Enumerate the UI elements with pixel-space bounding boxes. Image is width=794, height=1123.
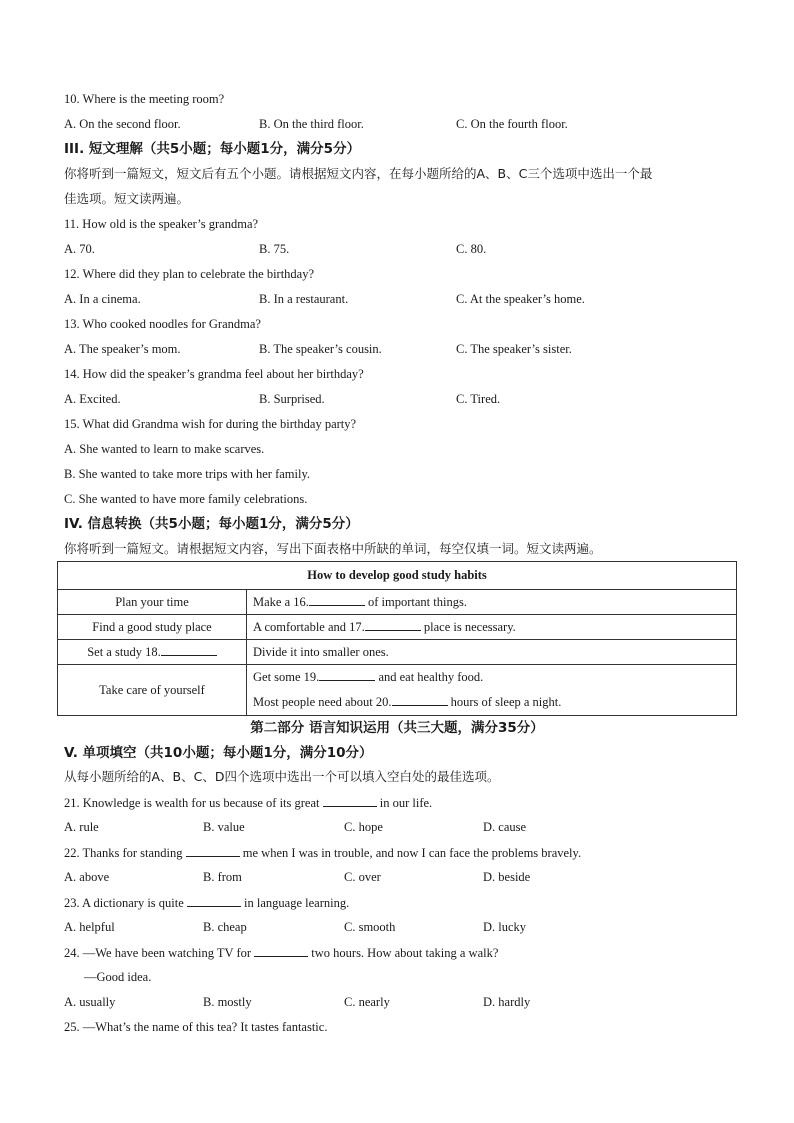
option-a: A. The speaker’s mom. [64, 342, 181, 356]
section-5-heading: V. 单项填空（共10小题；每小题1分，满分10分） [64, 745, 373, 761]
option-c: C. smooth [344, 920, 396, 934]
option-b: B. The speaker’s cousin. [259, 342, 382, 356]
question-12: 12. Where did they plan to celebrate the birthday? [64, 267, 315, 281]
blank-18[interactable] [161, 643, 217, 656]
question-text: 21. Knowledge is wealth for us because of its great [64, 796, 323, 810]
question-13-options [64, 341, 744, 357]
section-3-heading: III. 短文理解（共5小题；每小题1分，满分5分） [64, 141, 361, 157]
cell-text: Get some 19. [253, 670, 320, 684]
option-b: B. 75. [259, 242, 290, 256]
table-cell-right [247, 590, 737, 615]
question-22-options [64, 869, 744, 885]
table-title-row [58, 562, 737, 590]
question-22 [64, 844, 581, 861]
table-cell-left: Find a good study place [58, 615, 247, 640]
question-12-options [64, 291, 744, 307]
table-row [58, 640, 737, 665]
option-a: A. On the second floor. [64, 117, 181, 131]
option-b: B. She wanted to take more trips with her family. [64, 467, 311, 481]
question-text: in language learning. [240, 896, 350, 910]
blank-21[interactable] [323, 794, 377, 807]
option-c: C. hope [344, 820, 383, 834]
question-24-reply: —Good idea. [84, 970, 152, 984]
option-d: D. beside [483, 870, 531, 884]
option-a: A. usually [64, 995, 116, 1009]
cell-text: Set a study 18. [87, 645, 161, 659]
table-cell-right [247, 615, 737, 640]
table-cell-left: Take care of yourself [58, 665, 247, 716]
cell-text: place is necessary. [420, 620, 516, 634]
blank-17[interactable] [365, 618, 421, 631]
option-a: A. above [64, 870, 110, 884]
blank-22[interactable] [186, 844, 240, 857]
option-b: B. In a restaurant. [259, 292, 349, 306]
option-c: C. On the fourth floor. [456, 117, 568, 131]
option-a: A. Excited. [64, 392, 121, 406]
option-c: C. She wanted to have more family celebrations. [64, 492, 308, 506]
cell-text: hours of sleep a night. [447, 695, 562, 709]
option-b: B. value [203, 820, 245, 834]
cell-text: Make a 16. [253, 595, 309, 609]
question-14-options [64, 391, 744, 407]
study-habits-table [57, 561, 737, 716]
option-d: D. hardly [483, 995, 531, 1009]
option-c: C. The speaker’s sister. [456, 342, 572, 356]
question-text: two hours. How about taking a walk? [308, 946, 499, 960]
blank-16[interactable] [309, 593, 365, 606]
question-24 [64, 944, 498, 961]
question-21-options [64, 819, 744, 835]
cell-text: and eat healthy food. [375, 670, 484, 684]
question-text: in our life. [376, 796, 433, 810]
option-b: B. Surprised. [259, 392, 325, 406]
question-11: 11. How old is the speaker’s grandma? [64, 217, 259, 231]
blank-19[interactable] [319, 668, 375, 681]
table-cell-left [58, 640, 247, 665]
question-23-options [64, 919, 744, 935]
section-4-instruction: 你将听到一篇短文。请根据短文内容，写出下面表格中所缺的单词，每空仅填一词。短文读两遍。 [64, 541, 602, 556]
question-24-options [64, 994, 744, 1010]
question-15: 15. What did Grandma wish for during the birthday party? [64, 417, 357, 431]
option-d: D. cause [483, 820, 527, 834]
option-c: C. Tired. [456, 392, 501, 406]
option-c: C. 80. [456, 242, 487, 256]
section-4-heading: IV. 信息转换（共5小题；每小题1分，满分5分） [64, 516, 359, 532]
option-c: C. over [344, 870, 381, 884]
cell-line [253, 690, 730, 715]
cell-line [253, 665, 730, 690]
part-2-heading: 第二部分 语言知识运用（共三大题，满分35分） [250, 720, 544, 736]
question-10: 10. Where is the meeting room? [64, 92, 225, 106]
table-row [58, 615, 737, 640]
cell-text: Most people need about 20. [253, 695, 392, 709]
option-a: A. She wanted to learn to make scarves. [64, 442, 265, 456]
option-c: C. At the speaker’s home. [456, 292, 585, 306]
question-10-options [64, 116, 744, 132]
section-3-instruction: 你将听到一篇短文，短文后有五个小题。请根据短文内容，在每小题所给的A、B、C三个选项中选出一个最 [64, 166, 653, 181]
option-b: B. mostly [203, 995, 252, 1009]
question-text: me when I was in trouble, and now I can face the problems bravely. [239, 846, 582, 860]
table-cell-right: Divide it into smaller ones. [247, 640, 737, 665]
option-d: D. lucky [483, 920, 527, 934]
table-cell-left: Plan your time [58, 590, 247, 615]
option-a: A. In a cinema. [64, 292, 141, 306]
table-row [58, 665, 737, 716]
question-text: 23. A dictionary is quite [64, 896, 187, 910]
question-25: 25. —What’s the name of this tea? It tastes fantastic. [64, 1020, 328, 1034]
option-b: B. cheap [203, 920, 247, 934]
table-row [58, 590, 737, 615]
cell-text: of important things. [364, 595, 467, 609]
question-23 [64, 894, 349, 911]
option-a: A. 70. [64, 242, 95, 256]
option-c: C. nearly [344, 995, 390, 1009]
option-a: A. helpful [64, 920, 115, 934]
cell-text: A comfortable and 17. [253, 620, 365, 634]
question-text: 24. —We have been watching TV for [64, 946, 255, 960]
option-b: B. On the third floor. [259, 117, 364, 131]
blank-24[interactable] [254, 944, 308, 957]
blank-20[interactable] [392, 693, 448, 706]
question-21 [64, 794, 432, 811]
question-text: 22. Thanks for standing [64, 846, 186, 860]
question-13: 13. Who cooked noodles for Grandma? [64, 317, 261, 331]
option-b: B. from [203, 870, 242, 884]
question-14: 14. How did the speaker’s grandma feel about her birthday? [64, 367, 364, 381]
table-title: How to develop good study habits [58, 562, 737, 590]
section-3-instruction-cont: 佳选项。短文读两遍。 [64, 191, 190, 206]
option-a: A. rule [64, 820, 99, 834]
section-5-instruction: 从每小题所给的A、B、C、D四个选项中选出一个可以填入空白处的最佳选项。 [64, 769, 500, 784]
table-cell-right [247, 665, 737, 716]
question-11-options [64, 241, 744, 257]
blank-23[interactable] [187, 894, 241, 907]
